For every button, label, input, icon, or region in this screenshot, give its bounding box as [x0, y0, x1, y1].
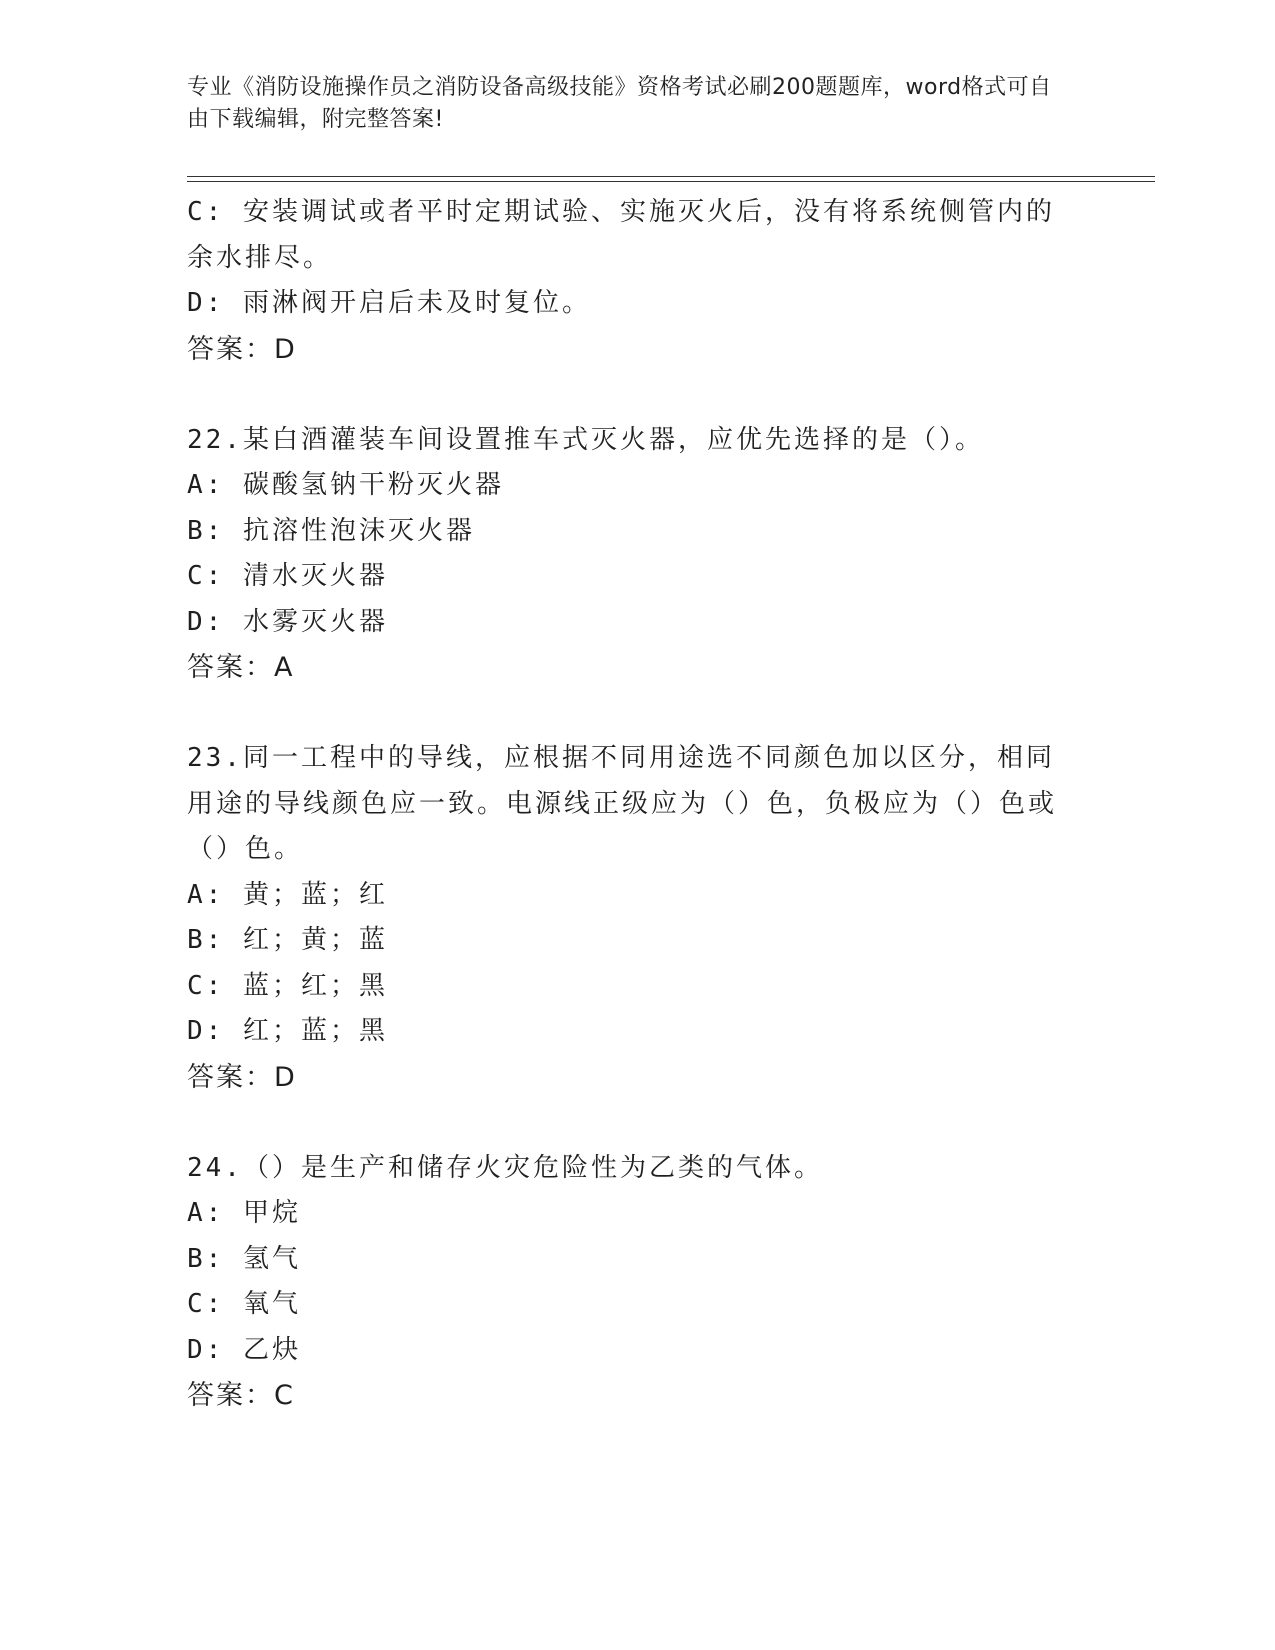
option-d: D: 水雾灭火器: [187, 606, 388, 637]
header-divider-bottom: [187, 181, 1155, 182]
question-22: [187, 418, 1067, 691]
answer-line: 答案：C: [187, 1380, 295, 1411]
option-b: B: 红；黄；蓝: [187, 925, 388, 955]
answer-line: 答案：A: [187, 652, 295, 683]
option-b: B: 氢气: [187, 1243, 301, 1274]
answer-line: 答案：D: [187, 333, 297, 365]
document-header: 专业《消防设施操作员之消防设备高级技能》资格考试必刷200题题库，word格式可自由下载编辑，附完整答案!: [187, 75, 1052, 132]
question-24: [187, 1146, 1067, 1419]
option-b: B: 抗溶性泡沫灭火器: [187, 515, 475, 546]
answer-line: 答案：D: [187, 1061, 297, 1093]
question-stem: 24.（）是生产和储存火灾危险性为乙类的气体。: [187, 1152, 823, 1183]
option-d: D: 雨淋阀开启后未及时复位。: [187, 288, 591, 318]
header-divider-top: [187, 176, 1155, 177]
option-d: D: 乙炔: [187, 1334, 301, 1365]
option-a: A: 碳酸氢钠干粉灭火器: [187, 470, 504, 500]
option-a: A: 黄；蓝；红: [187, 879, 388, 910]
option-c: C: 氧气: [187, 1289, 301, 1319]
option-c: C: 蓝；红；黑: [187, 970, 388, 1001]
question-stem: 22.某白酒灌装车间设置推车式灭火器，应优先选择的是（）。: [187, 424, 984, 455]
question-content: [187, 190, 1067, 1419]
option-a: A: 甲烷: [187, 1198, 301, 1228]
question-stem: 23.同一工程中的导线，应根据不同用途选不同颜色加以区分，相同用途的导线颜色应一致。电源线正级应为（）色，负极应为（）色或（）色。: [187, 743, 1058, 864]
option-d: D: 红；蓝；黑: [187, 1016, 388, 1046]
question-23: [187, 736, 1067, 1100]
option-c: C: 清水灭火器: [187, 561, 388, 591]
option-c: C: 安装调试或者平时定期试验、实施灭火后，没有将系统侧管内的余水排尽。: [187, 197, 1055, 273]
previous-question-tail: [187, 190, 1067, 372]
